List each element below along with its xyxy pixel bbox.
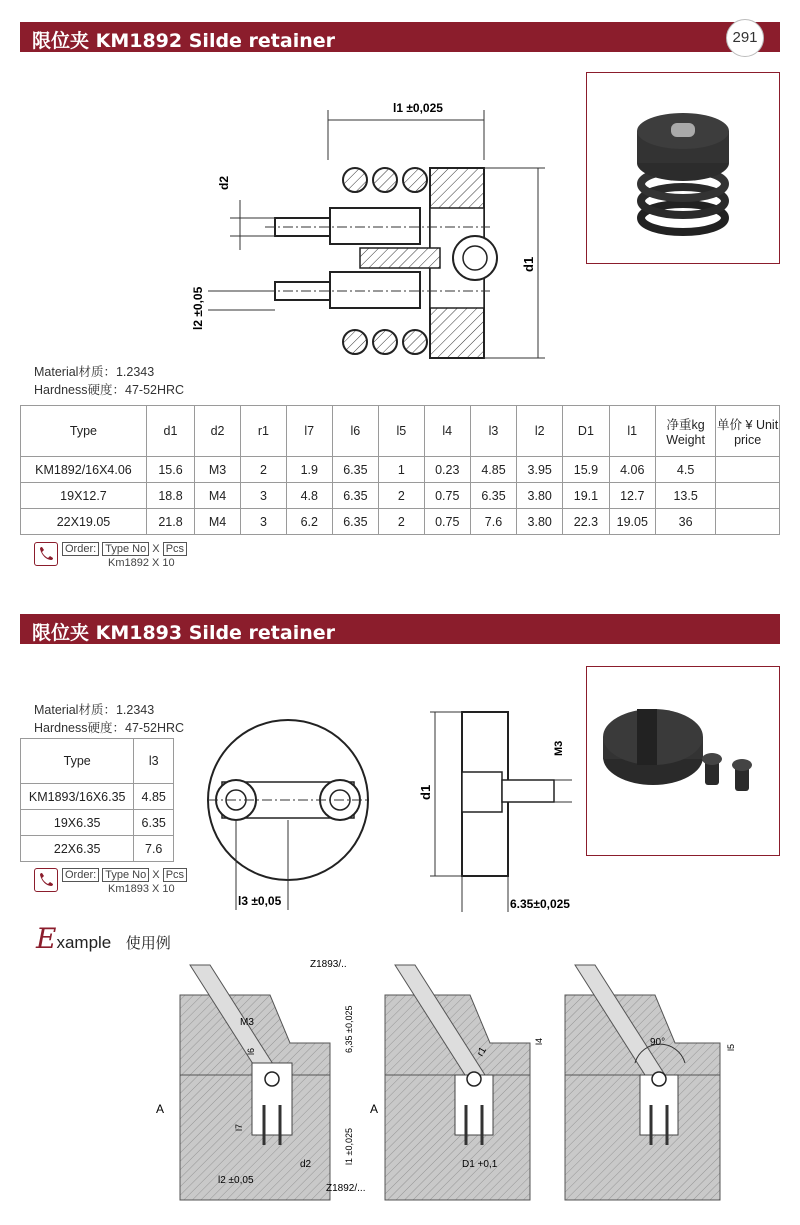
ex-z1892: Z1892/... xyxy=(326,1183,366,1194)
cell: 3 xyxy=(241,509,287,535)
col-header: l2 xyxy=(517,406,563,457)
col-header: Type xyxy=(21,739,134,784)
ex-l5: l5 xyxy=(726,1043,736,1051)
section1-banner xyxy=(20,22,780,52)
dim-m3: M3 xyxy=(553,740,565,756)
col-header: l7 xyxy=(286,406,332,457)
col-header: l3 xyxy=(470,406,516,457)
dim-l3: l3 ±0,05 xyxy=(238,894,282,908)
cell: 1.9 xyxy=(286,457,332,483)
cell: 4.8 xyxy=(286,483,332,509)
order-example: Km1892 X 10 xyxy=(108,557,175,569)
col-header: d1 xyxy=(146,406,194,457)
example-title xyxy=(36,922,171,955)
km1893-photo xyxy=(586,666,780,856)
order-label: Order: xyxy=(62,542,99,556)
cell: 6.2 xyxy=(286,509,332,535)
cell: 4.06 xyxy=(609,457,655,483)
pcs-label: Pcs xyxy=(163,542,187,556)
cell: 3.95 xyxy=(517,457,563,483)
cell xyxy=(716,509,780,535)
dim-d1: d1 xyxy=(418,784,433,800)
cell: 0.75 xyxy=(424,483,470,509)
order-label: Order: xyxy=(62,868,99,882)
ex-l4: l4 xyxy=(534,1037,544,1045)
col-header: l4 xyxy=(424,406,470,457)
section2-material: Material材质：1.2343 xyxy=(34,703,155,717)
dim-width: 6.35±0,025 xyxy=(510,897,570,911)
ex-l7: l7 xyxy=(234,1123,244,1131)
cell: 15.6 xyxy=(146,457,194,483)
table-header-row xyxy=(21,739,174,784)
section2-hardness: Hardness硬度：47-52HRC xyxy=(34,721,185,735)
dim-l2: l2 ±0,05 xyxy=(191,286,205,330)
cell: 18.8 xyxy=(146,483,194,509)
col-header: l3 xyxy=(134,739,174,784)
phone-icon xyxy=(34,542,58,566)
pcs-label: Pcs xyxy=(163,868,187,882)
section1-material: Material材质：1.2343 xyxy=(34,365,155,379)
cell: 4.85 xyxy=(470,457,516,483)
ex-d1: D1 +0,1 xyxy=(462,1159,498,1170)
section1-order-line xyxy=(34,542,234,572)
cell: 6.35 xyxy=(470,483,516,509)
dim-d1: d1 xyxy=(521,256,536,272)
km1893-spec-table xyxy=(20,738,174,862)
cell: 6.35 xyxy=(134,810,174,836)
ex-635: 6,35 ±0,025 xyxy=(344,1005,354,1053)
table-header-row xyxy=(21,406,780,457)
example-panel-1 xyxy=(156,959,365,1200)
ex-a2: A xyxy=(370,1102,379,1116)
dim-d2: d2 xyxy=(217,175,231,190)
cell: 19X6.35 xyxy=(21,810,134,836)
cell: 2 xyxy=(378,509,424,535)
cell: KM1892/16X4.06 xyxy=(21,457,147,483)
cell: 4.5 xyxy=(656,457,716,483)
col-header: 净重kg Weight xyxy=(656,406,716,457)
cell: M3 xyxy=(195,457,241,483)
table-row xyxy=(21,784,174,810)
cell: 0.75 xyxy=(424,509,470,535)
example-panel-3 xyxy=(565,965,736,1200)
cell: 22X6.35 xyxy=(21,836,134,862)
cell: 7.6 xyxy=(470,509,516,535)
section2-title: 限位夹 KM1893 Silde retainer xyxy=(32,622,336,644)
cell: 13.5 xyxy=(656,483,716,509)
km1892-drawing xyxy=(190,90,560,370)
cell: M4 xyxy=(195,509,241,535)
cell: 21.8 xyxy=(146,509,194,535)
ex-m3: M3 xyxy=(240,1017,254,1028)
cell: 4.85 xyxy=(134,784,174,810)
ex-r1: r1 xyxy=(475,1045,490,1059)
cell: 0.23 xyxy=(424,457,470,483)
example-cn: 使用例 xyxy=(125,935,171,952)
cell: KM1893/16X6.35 xyxy=(21,784,134,810)
cell: 12.7 xyxy=(609,483,655,509)
cell: 3.80 xyxy=(517,483,563,509)
cell: 6.35 xyxy=(332,483,378,509)
section2-banner xyxy=(20,614,780,644)
col-header: Type xyxy=(21,406,147,457)
ex-l1: l1 ±0,025 xyxy=(344,1128,354,1165)
cell: 19.1 xyxy=(563,483,609,509)
col-header: l5 xyxy=(378,406,424,457)
ex-90deg: 90° xyxy=(650,1037,666,1048)
cell: 1 xyxy=(378,457,424,483)
cell: 19X12.7 xyxy=(21,483,147,509)
ex-a1: A xyxy=(156,1102,165,1116)
km1893-side-drawing xyxy=(400,700,600,920)
cell: 7.6 xyxy=(134,836,174,862)
example-rest: xample xyxy=(56,933,112,952)
section1-hardness: Hardness硬度：47-52HRC xyxy=(34,383,185,397)
cell: M4 xyxy=(195,483,241,509)
cell: 19.05 xyxy=(609,509,655,535)
section1-title: 限位夹 KM1892 Silde retainer xyxy=(32,30,336,52)
dim-l1: l1 ±0,025 xyxy=(393,101,443,115)
cell xyxy=(716,483,780,509)
table-row xyxy=(21,836,174,862)
order-example: Km1893 X 10 xyxy=(108,883,175,895)
km1892-photo xyxy=(586,72,780,264)
km1893-front-drawing xyxy=(200,700,380,920)
cell xyxy=(716,457,780,483)
cell: 2 xyxy=(378,483,424,509)
slide-retainer-image xyxy=(587,667,779,855)
table-row xyxy=(21,509,780,535)
phone-icon xyxy=(34,868,58,892)
cell: 22.3 xyxy=(563,509,609,535)
col-header: D1 xyxy=(563,406,609,457)
cell: 22X19.05 xyxy=(21,509,147,535)
page-number: 291 xyxy=(726,19,764,57)
table-row xyxy=(21,457,780,483)
times-sign: X xyxy=(152,869,160,881)
cell: 6.35 xyxy=(332,509,378,535)
col-header: d2 xyxy=(195,406,241,457)
cell: 3.80 xyxy=(517,509,563,535)
cell: 36 xyxy=(656,509,716,535)
example-e: E xyxy=(36,922,57,955)
cell: 15.9 xyxy=(563,457,609,483)
ex-d2: d2 xyxy=(300,1159,312,1170)
ex-l6: l6 xyxy=(246,1047,256,1055)
col-header: l6 xyxy=(332,406,378,457)
table-row xyxy=(21,483,780,509)
type-no-label: Type No xyxy=(102,868,149,882)
table-row xyxy=(21,810,174,836)
col-header: 单价 ¥ Unit price xyxy=(716,406,780,457)
example-drawings xyxy=(140,955,760,1220)
col-header: r1 xyxy=(241,406,287,457)
km1892-spec-table xyxy=(20,405,780,535)
cell: 6.35 xyxy=(332,457,378,483)
col-header: l1 xyxy=(609,406,655,457)
ex-l2: l2 ±0,05 xyxy=(218,1175,254,1186)
example-panel-2 xyxy=(370,965,544,1200)
spring-retainer-image xyxy=(587,73,779,263)
ex-z1893: Z1893/.. xyxy=(310,959,347,970)
cell: 2 xyxy=(241,457,287,483)
type-no-label: Type No xyxy=(102,542,149,556)
times-sign: X xyxy=(152,543,160,555)
cell: 3 xyxy=(241,483,287,509)
